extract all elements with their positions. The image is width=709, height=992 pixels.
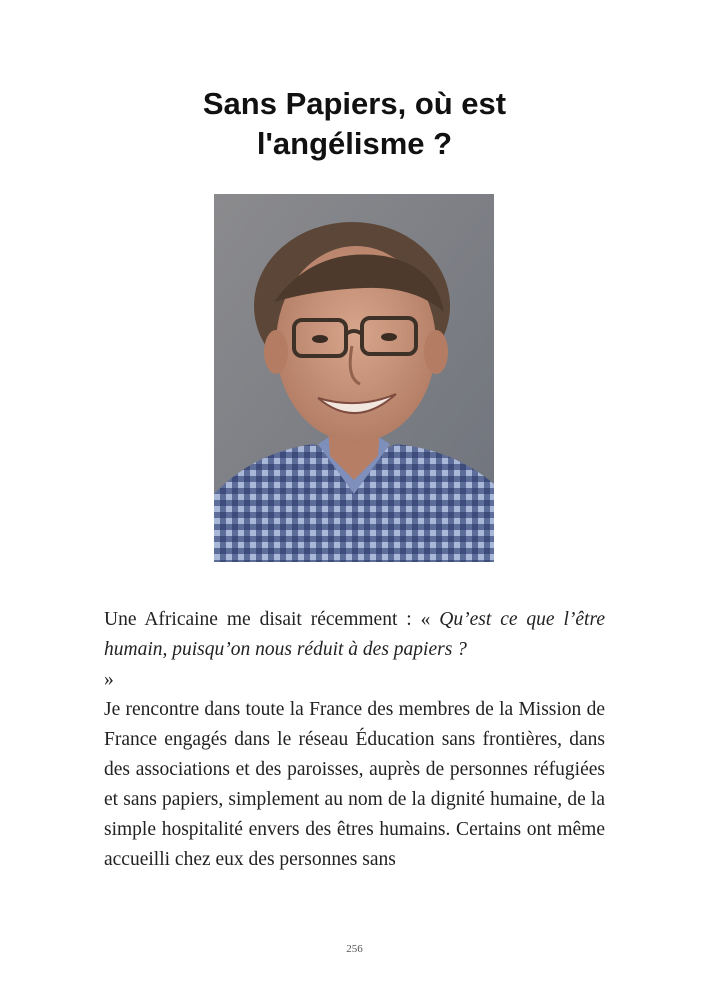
paragraph-1-closing-quote: » xyxy=(104,669,114,690)
title-line-1: Sans Papiers, où est xyxy=(202,86,507,121)
page-number: 256 xyxy=(346,943,363,955)
paragraph-1-intro: Une Africaine me disait récemment : « xyxy=(104,609,440,630)
portrait-illustration xyxy=(214,194,494,562)
page-title xyxy=(104,84,605,164)
portrait-photo xyxy=(214,194,494,562)
paragraph-1 xyxy=(104,605,605,695)
article-body xyxy=(104,605,605,875)
paragraph-2: Je rencontre dans toute la France des membres de la Mission de France engagés dans le réseau Éducation sans frontières, dans des associations et des paroisses, auprès de personnes réfugiées et sans papiers, simplement au nom de la dignité humaine, de la simple hospitalité envers des êtres humains. Certains ont même accueilli chez eux des personnes sans xyxy=(104,699,605,870)
paragraph-1-quote: Qu’est ce que l’être humain, puisqu’on nous réduit à des papiers ? xyxy=(104,609,605,660)
title-line-2: l'angélisme ? xyxy=(256,126,453,161)
